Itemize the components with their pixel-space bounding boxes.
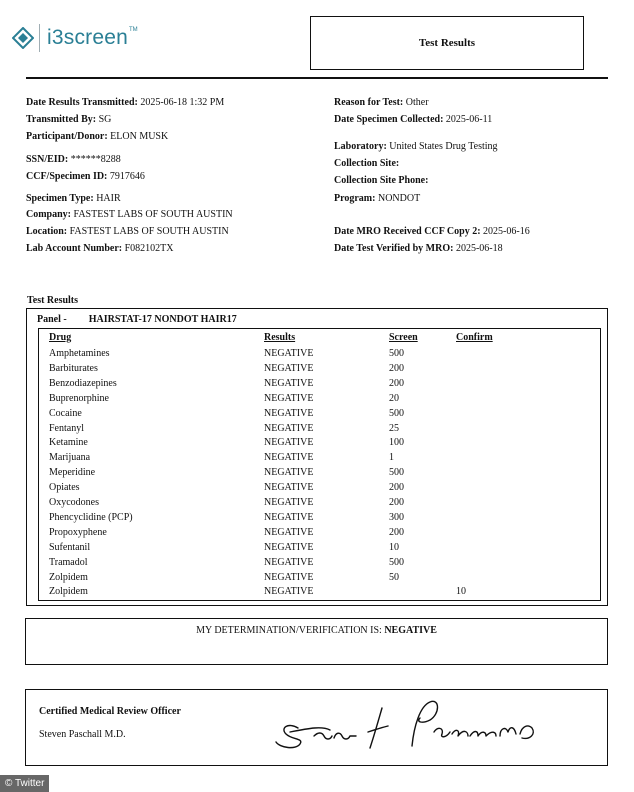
info-field xyxy=(334,141,498,152)
header-confirm: Confirm xyxy=(456,332,493,343)
info-field xyxy=(26,209,233,220)
cell-result: NEGATIVE xyxy=(264,497,314,508)
info-field-label: Participant/Donor: xyxy=(26,131,108,142)
info-field-value: 2025-06-18 1:32 PM xyxy=(140,97,225,108)
info-field-label: Collection Site: xyxy=(334,158,400,169)
info-field-label: CCF/Specimen ID: xyxy=(26,171,108,182)
mro-name: Steven Paschall M.D. xyxy=(39,729,126,740)
cell-result: NEGATIVE xyxy=(264,407,314,419)
cell-result: NEGATIVE xyxy=(264,556,314,568)
cell-result: NEGATIVE xyxy=(264,482,314,494)
handwritten-signature xyxy=(270,692,550,758)
panel-label: Panel - xyxy=(37,314,67,325)
cell-result: NEGATIVE xyxy=(264,467,314,479)
cell-drug: Propoxyphene xyxy=(49,526,107,538)
cell-screen: 500 xyxy=(389,556,404,568)
info-field-value: ELON MUSK xyxy=(110,131,169,142)
info-field xyxy=(334,243,503,254)
info-field-value: NONDOT xyxy=(377,193,421,204)
cell-screen: 500 xyxy=(389,407,404,419)
header-drug: Drug xyxy=(49,332,72,343)
cell-result: NEGATIVE xyxy=(264,541,314,553)
info-field xyxy=(26,193,121,204)
page-title: Test Results xyxy=(310,16,584,70)
cell-screen: 200 xyxy=(389,482,404,494)
info-field-value: FASTEST LABS OF SOUTH AUSTIN xyxy=(73,209,233,220)
info-field xyxy=(26,171,145,182)
info-field-value: Other xyxy=(405,97,429,108)
cell-result: NEGATIVE xyxy=(264,437,314,449)
info-field-label: Date Test Verified by MRO: xyxy=(334,243,454,254)
cell-result: NEGATIVE xyxy=(264,362,314,374)
cell-screen: 500 xyxy=(389,348,404,359)
cell-result: NEGATIVE xyxy=(264,526,314,538)
info-field-value: FASTEST LABS OF SOUTH AUSTIN xyxy=(69,226,229,237)
results-table-box xyxy=(38,328,601,601)
cell-result: NEGATIVE xyxy=(264,511,314,523)
info-field-value: 7917646 xyxy=(109,171,145,182)
i3screen-logo xyxy=(12,20,138,56)
determination-text xyxy=(25,625,608,636)
cell-drug: Barbiturates xyxy=(49,362,98,374)
info-field xyxy=(334,193,420,204)
cell-drug: Sufentanil xyxy=(49,541,91,553)
info-field xyxy=(26,131,168,142)
info-field-label: Reason for Test: xyxy=(334,97,404,108)
info-field-label: Date Specimen Collected: xyxy=(334,114,444,125)
cell-screen: 25 xyxy=(389,422,399,434)
logo-text: i3screen xyxy=(47,26,128,49)
cell-result: NEGATIVE xyxy=(264,422,314,434)
cell-drug: Tramadol xyxy=(49,556,88,568)
cell-drug: Phencyclidine (PCP) xyxy=(49,511,133,523)
cell-drug: Marijuana xyxy=(49,452,91,464)
header-results: Results xyxy=(264,332,296,343)
cell-result: NEGATIVE xyxy=(264,452,314,464)
cell-result: NEGATIVE xyxy=(264,586,314,598)
cell-screen: 200 xyxy=(389,362,404,374)
header-divider xyxy=(26,77,608,79)
header-screen: Screen xyxy=(389,332,418,343)
info-field xyxy=(334,226,530,237)
info-field-value: SG xyxy=(98,114,112,125)
info-field xyxy=(26,243,174,254)
cell-screen: 200 xyxy=(389,497,404,508)
cell-drug: Amphetamines xyxy=(49,348,110,359)
results-section-title: Test Results xyxy=(27,295,79,306)
info-field xyxy=(334,97,429,108)
info-field-label: Program: xyxy=(334,193,376,204)
info-field-label: Laboratory: xyxy=(334,141,387,152)
info-field-value: United States Drug Testing xyxy=(389,141,498,152)
info-field-label: Date MRO Received CCF Copy 2: xyxy=(334,226,481,237)
mro-title: Certified Medical Review Officer xyxy=(39,706,181,717)
cell-drug: Benzodiazepines xyxy=(49,377,117,389)
determination-value: NEGATIVE xyxy=(384,625,437,636)
info-field xyxy=(26,154,121,165)
info-field-value: F082102TX xyxy=(124,243,174,254)
info-field-label: Specimen Type: xyxy=(26,193,94,204)
cell-screen: 300 xyxy=(389,511,404,523)
cell-screen: 200 xyxy=(389,526,404,538)
info-field-value: 2025-06-18 xyxy=(455,243,503,254)
info-field-value: 2025-06-16 xyxy=(483,226,530,237)
info-field xyxy=(334,114,492,125)
info-field-label: Transmitted By: xyxy=(26,114,97,125)
cell-screen: 500 xyxy=(389,467,404,479)
diamond-logo-icon xyxy=(12,27,34,49)
info-field xyxy=(26,114,111,125)
info-field xyxy=(334,158,399,169)
info-field-label: Lab Account Number: xyxy=(26,243,123,254)
cell-drug: Zolpidem xyxy=(49,571,88,583)
twitter-watermark: © Twitter xyxy=(0,775,49,792)
info-field-label: Date Results Transmitted: xyxy=(26,97,138,108)
info-field-value: ******8288 xyxy=(70,154,121,165)
cell-screen: 200 xyxy=(389,377,404,389)
info-field-label: Location: xyxy=(26,226,68,237)
info-field-label: Company: xyxy=(26,209,72,220)
cell-drug: Oxycodones xyxy=(49,497,99,508)
cell-screen: 50 xyxy=(389,571,399,583)
info-field-label: SSN/EID: xyxy=(26,154,69,165)
cell-result: NEGATIVE xyxy=(264,571,314,583)
cell-drug: Meperidine xyxy=(49,467,96,479)
cell-drug: Buprenorphine xyxy=(49,392,109,404)
info-field xyxy=(26,226,229,237)
cell-result: NEGATIVE xyxy=(264,392,314,404)
info-field-value: HAIR xyxy=(96,193,121,204)
cell-screen: 100 xyxy=(389,437,404,449)
cell-confirm: 10 xyxy=(456,586,466,598)
panel-name: HAIRSTAT-17 NONDOT HAIR17 xyxy=(88,314,237,325)
logo-trademark: TM xyxy=(128,27,138,33)
panel-row xyxy=(37,314,237,325)
logo-separator xyxy=(39,24,40,52)
cell-result: NEGATIVE xyxy=(264,377,314,389)
cell-drug: Ketamine xyxy=(49,437,88,449)
cell-drug: Cocaine xyxy=(49,407,82,419)
info-field xyxy=(334,175,428,186)
cell-screen: 20 xyxy=(389,392,399,404)
cell-drug: Fentanyl xyxy=(49,422,84,434)
cell-screen: 10 xyxy=(389,541,399,553)
determination-label: MY DETERMINATION/VERIFICATION IS: xyxy=(196,625,382,636)
cell-result: NEGATIVE xyxy=(264,348,314,359)
cell-drug: Zolpidem xyxy=(49,586,88,598)
info-field xyxy=(26,97,224,108)
cell-screen: 1 xyxy=(389,452,394,464)
cell-drug: Opiates xyxy=(49,482,80,494)
info-field-value: 2025-06-11 xyxy=(445,114,493,125)
info-field-label: Collection Site Phone: xyxy=(334,175,429,186)
